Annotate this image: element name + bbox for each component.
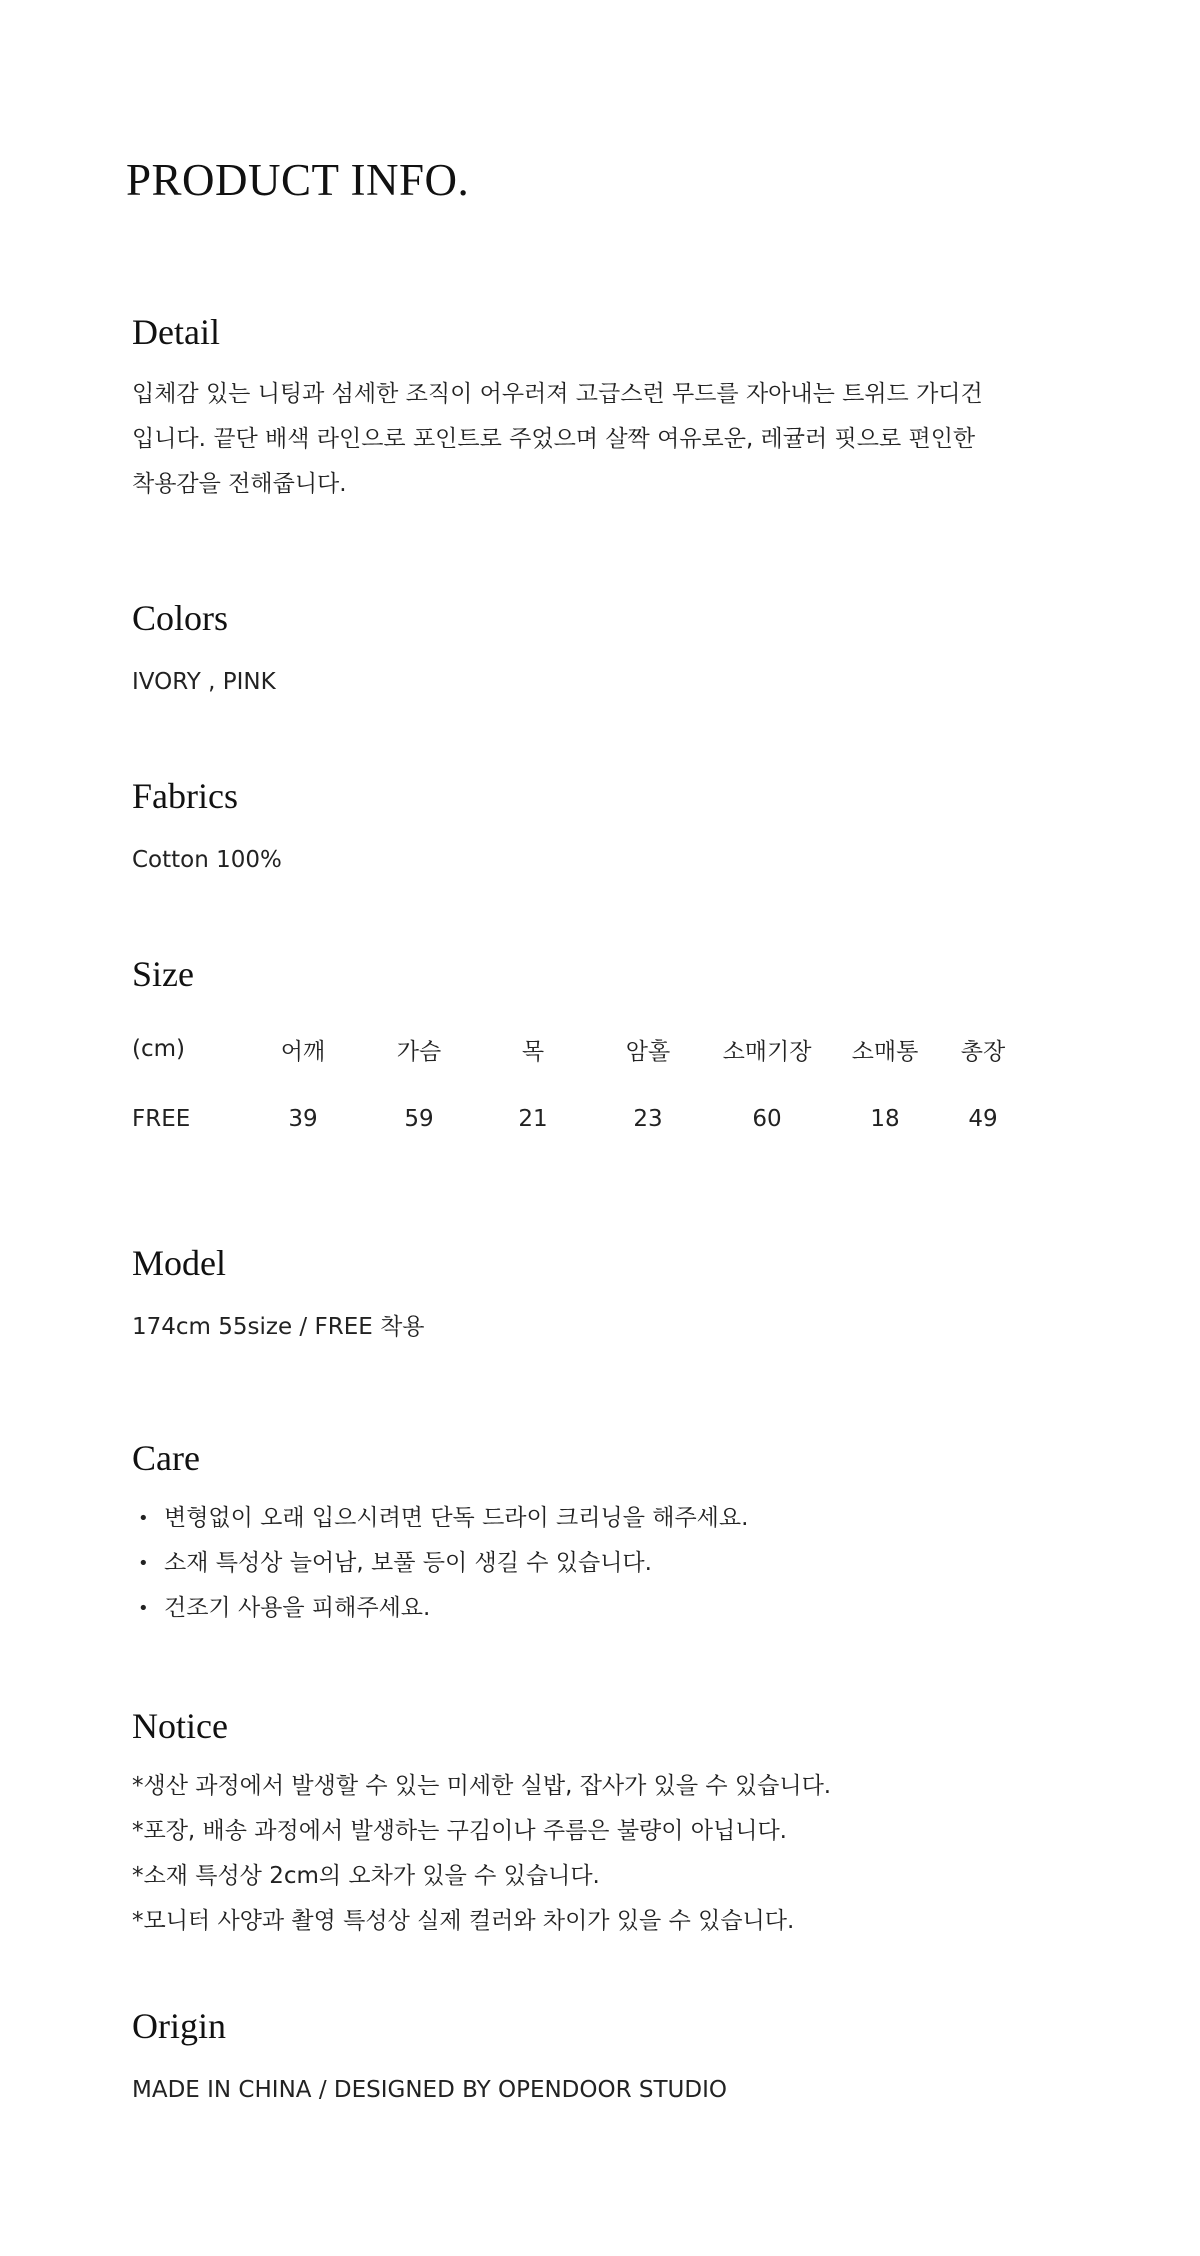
fabrics-value: Cotton 100%: [132, 847, 282, 873]
size-heading: Size: [132, 954, 194, 994]
origin-heading: Origin: [132, 2006, 226, 2046]
bullet-icon: •: [138, 1553, 149, 1574]
detail-section: [132, 310, 1092, 507]
size-table: [132, 1014, 1024, 1154]
size-section: [132, 952, 1092, 1154]
notice-heading: Notice: [132, 1706, 228, 1746]
care-item-text: 변형없이 오래 입으시려면 단독 드라이 크리닝을 해주세요.: [164, 1505, 749, 1531]
detail-line: 착용감을 전해줍니다.: [132, 471, 347, 497]
detail-heading: Detail: [132, 312, 220, 352]
list-item: *모니터 사양과 촬영 특성상 실제 컬러와 차이가 있을 수 있습니다.: [132, 1908, 795, 1934]
care-section: [132, 1436, 1092, 1631]
detail-line: 입니다. 끝단 배색 라인으로 포인트로 주었으며 살짝 여유로운, 레귤러 핏으로 편인한: [132, 426, 976, 452]
size-cell: 18: [870, 1106, 900, 1132]
size-col-chest: 가슴: [396, 1038, 442, 1065]
bullet-icon: •: [138, 1508, 149, 1529]
list-item: [132, 1496, 1092, 1541]
notice-list: [132, 1764, 1092, 1944]
fabrics-heading: Fabrics: [132, 776, 238, 816]
colors-heading: Colors: [132, 598, 229, 638]
bullet-icon: •: [138, 1598, 149, 1619]
model-value: 174cm 55size / FREE 착용: [132, 1314, 425, 1340]
colors-section: [132, 596, 1092, 705]
size-col-sleeve-length: 소매기장: [722, 1038, 812, 1065]
origin-value: MADE IN CHINA / DESIGNED BY OPENDOOR STUDIO: [132, 2077, 727, 2103]
list-item: [132, 1541, 1092, 1586]
care-list: [132, 1496, 1092, 1631]
notice-section: [132, 1704, 1092, 1944]
detail-line: 입체감 있는 니팅과 섬세한 조직이 어우러져 고급스런 무드를 자아내는 트위드 가디건: [132, 381, 983, 407]
size-col-armhole: 암홀: [625, 1038, 671, 1065]
list-item: *생산 과정에서 발생할 수 있는 미세한 실밥, 잡사가 있을 수 있습니다.: [132, 1773, 832, 1799]
model-section: [132, 1241, 1092, 1350]
size-cell: 60: [752, 1106, 782, 1132]
fabrics-section: [132, 774, 1092, 883]
size-col-sleeve-width: 소매통: [851, 1038, 919, 1065]
list-item: *소재 특성상 2cm의 오차가 있을 수 있습니다.: [132, 1863, 600, 1889]
size-col-total-length: 총장: [960, 1038, 1006, 1065]
model-heading: Model: [132, 1243, 226, 1283]
size-table-header-row: [132, 1014, 1024, 1084]
size-col-neck: 목: [521, 1038, 545, 1065]
list-item: [132, 1586, 1092, 1631]
care-item-text: 건조기 사용을 피해주세요.: [164, 1595, 431, 1621]
size-col-shoulder: 어깨: [280, 1038, 326, 1065]
size-cell: 39: [288, 1106, 318, 1132]
origin-section: [132, 2004, 1092, 2113]
size-cell: 49: [968, 1106, 998, 1132]
care-item-text: 소재 특성상 늘어남, 보풀 등이 생길 수 있습니다.: [164, 1550, 652, 1576]
size-cell: 23: [633, 1106, 663, 1132]
table-row: [132, 1084, 1024, 1154]
size-cell: 21: [518, 1106, 548, 1132]
size-row-label: FREE: [132, 1106, 191, 1132]
size-unit-label: (cm): [132, 1036, 185, 1062]
list-item: *포장, 배송 과정에서 발생하는 구김이나 주름은 불량이 아닙니다.: [132, 1818, 787, 1844]
care-heading: Care: [132, 1438, 200, 1478]
page-title: PRODUCT INFO.: [126, 155, 470, 205]
size-cell: 59: [404, 1106, 434, 1132]
detail-description: [132, 372, 1072, 507]
colors-value: IVORY , PINK: [132, 669, 276, 695]
